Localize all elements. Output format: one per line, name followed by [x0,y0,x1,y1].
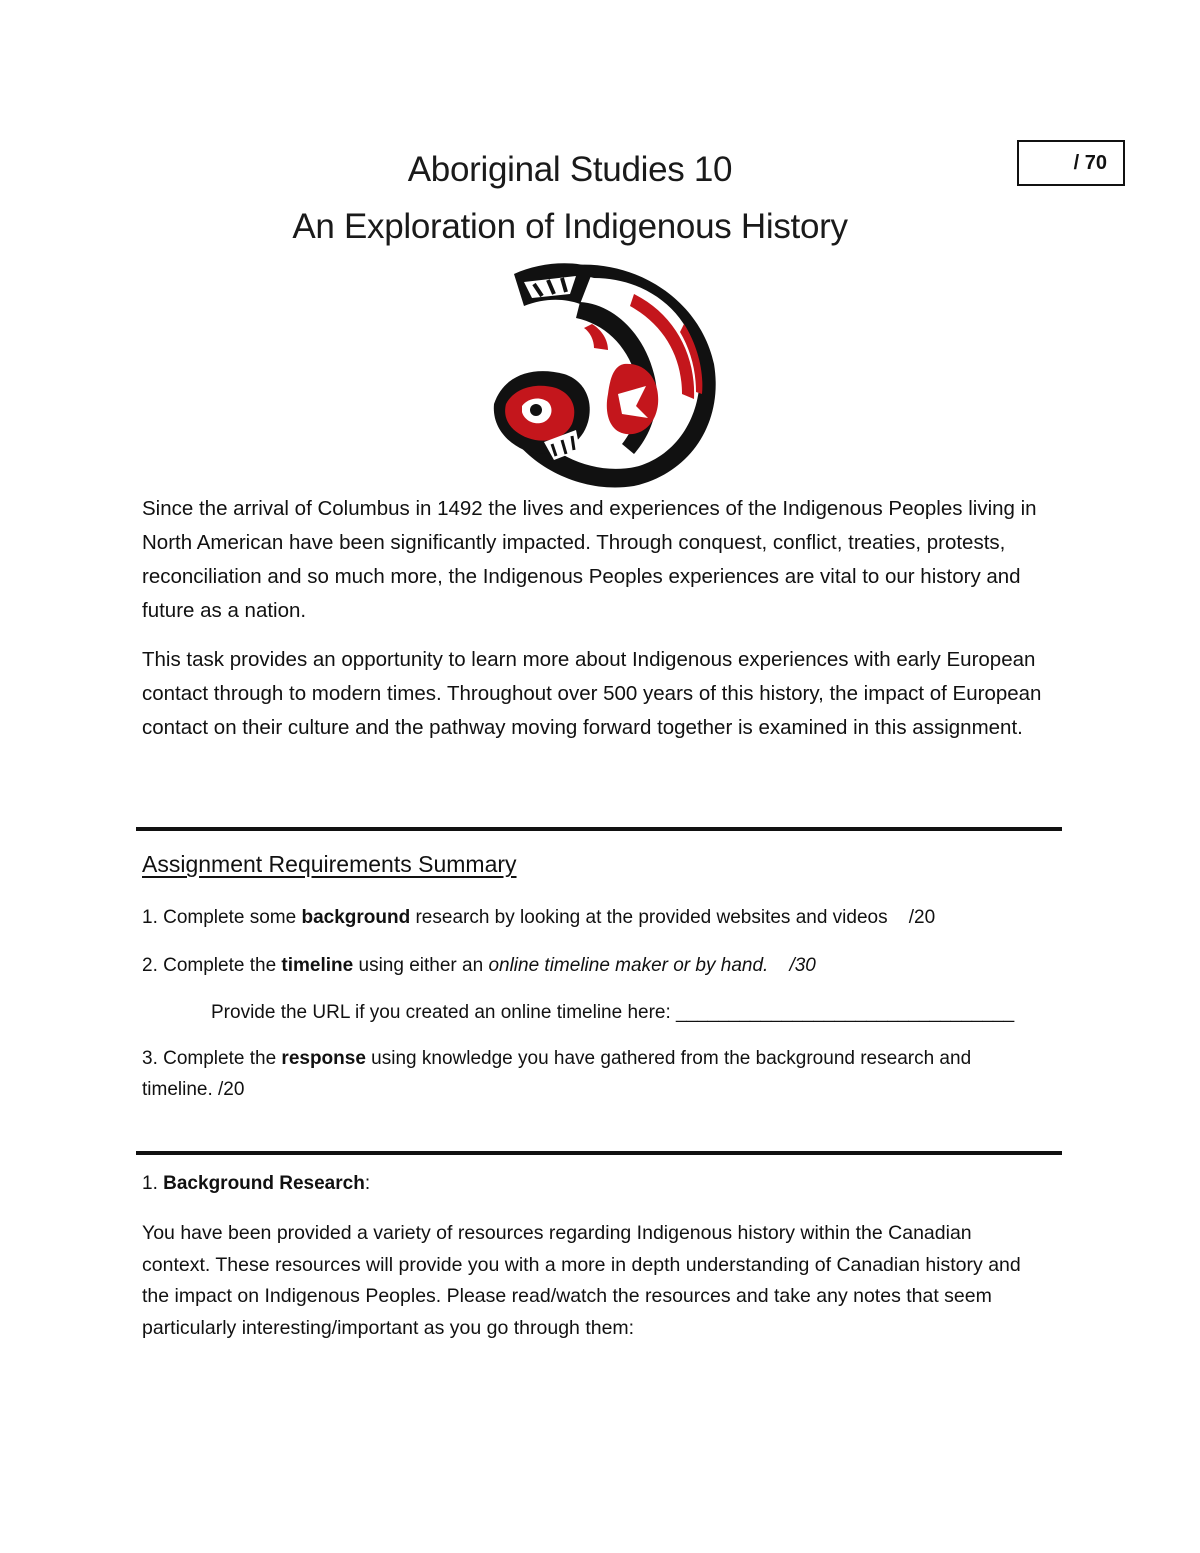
requirement-2-method: online timeline maker or by hand. [488,955,769,976]
requirement-2-prefix: 2. Complete the [142,955,282,976]
requirement-item-response [142,1043,1042,1105]
requirement-3-keyword: response [281,1048,366,1069]
requirement-2-keyword: timeline [281,955,354,976]
requirement-1-keyword: background [301,907,411,928]
section-divider [136,1151,1062,1155]
requirement-3-prefix: 3. Complete the [142,1048,282,1069]
requirement-2-marks: /30 [789,955,816,976]
course-title: Aboriginal Studies 10 [407,150,733,189]
background-research-heading [142,1173,370,1195]
requirement-1-prefix: 1. Complete some [142,907,302,928]
requirement-1-text: research by looking at the provided websites and videos [410,907,888,928]
assignment-title: An Exploration of Indigenous History [292,207,848,246]
background-research-paragraph: You have been provided a variety of resources regarding Indigenous history within the Canadian context. These resources will provide you with a more in depth understanding of Canadian history and the impact on Indigenous Peoples. Please read/watch the resources and take any notes that seem particularly interesting/important as you go through them: [142,1222,1021,1339]
intro-paragraph-1: Since the arrival of Columbus in 1492 the lives and experiences of the Indigenous Peoples living in North American have been significantly impacted. Through conquest, conflict, treaties, protests, reconciliation and so much more, the Indigenous Peoples experiences are vital to our history and future as a nation. [142,497,1037,622]
requirement-1-marks: /20 [908,907,936,928]
salmon-formline-art-icon [484,254,724,490]
requirement-item-timeline [142,950,1042,981]
requirement-3-text: using knowledge you have gathered from the background research and timeline. /20 [142,1048,972,1100]
requirements-heading: Assignment Requirements Summary [142,851,517,877]
section-colon: : [364,1173,371,1194]
intro-paragraph-2: This task provides an opportunity to learn more about Indigenous experiences with early European contact through to modern times. Throughout over 500 years of this history, the impact of European contact on their culture and the pathway moving forward together is examined in this assignment. [142,648,1042,739]
section-number: 1. [142,1173,158,1194]
requirement-2-text: using either an [353,955,489,976]
requirement-item-background [142,902,1042,933]
score-total: / 70 [1073,151,1107,174]
section-title: Background Research [163,1173,365,1194]
timeline-url-prompt: Provide the URL if you created an online timeline here: ________________________________ [211,1002,1015,1023]
section-divider [136,827,1062,831]
